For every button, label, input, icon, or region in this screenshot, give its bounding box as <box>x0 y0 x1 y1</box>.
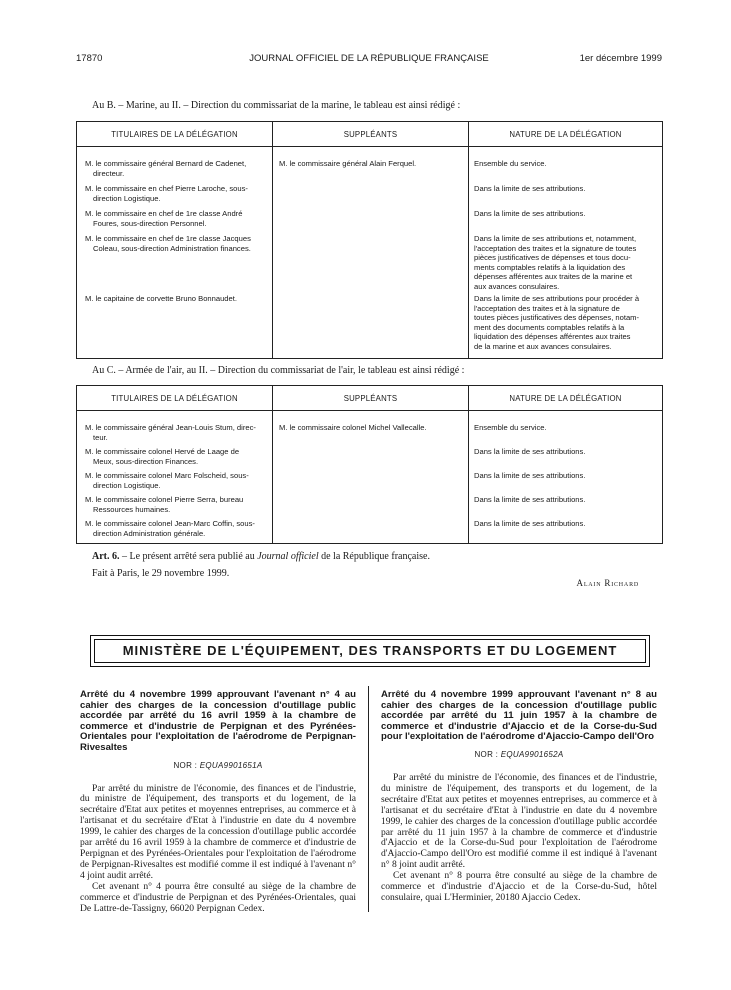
nature-entry: Dans la limite de ses attributions et, notamment, l'acceptation des traites et la signature de toutes pièces justificatives de dépenses et tous docu- ments comptables relatifs à la liquidation des dépenses afférentes aux traites de la marine et aux avances consulaires. <box>474 234 637 291</box>
col-header-suppleants: SUPPLÉANTS <box>273 122 469 147</box>
nature-entry: Ensemble du service. <box>474 159 547 168</box>
titulaire-entry: M. le commissaire colonel Jean-Marc Coffin, sous- direction Administration générale. <box>85 519 255 538</box>
right-para-2: Cet avenant n° 8 pourra être consulté au siège de la chambre de commerce et d'industrie d'Ajaccio et de la Corse-du-Sud, hôtel consulaire, quai L'Herminier, 20180 Ajaccio Cedex. <box>381 870 657 903</box>
signature: Alain Richard <box>576 578 639 588</box>
left-nor: NOR : EQUA9901651A <box>173 760 263 770</box>
suppleant-entry: M. le commissaire colonel Michel Vallecalle. <box>279 423 427 432</box>
done-at: Fait à Paris, le 29 novembre 1999. <box>92 568 230 579</box>
left-para-2: Cet avenant n° 4 pourra être consulté au siège de la chambre de commerce et d'industrie de Perpignan et des Pyrénées-Orientales, quai De Lattre-de-Tassigny, 66020 Perpignan Cedex. <box>80 880 356 914</box>
col-header-titulaires: TITULAIRES DE LA DÉLÉGATION <box>77 386 273 411</box>
article-label: Art. 6. <box>92 551 120 562</box>
col-header-suppleants: SUPPLÉANTS <box>273 386 469 411</box>
titulaire-entry: M. le commissaire colonel Hervé de Laage de Meux, sous-direction Finances. <box>85 447 240 466</box>
left-article <box>80 690 356 914</box>
section-c-intro: Au C. – Armée de l'air, au II. – Direction du commissariat de l'air, le tableau est ainsi rédigé : <box>92 365 465 376</box>
page-number: 17870 <box>76 53 103 64</box>
journal-title: JOURNAL OFFICIEL DE LA RÉPUBLIQUE FRANÇAISE <box>249 53 489 64</box>
left-para-1: Par arrêté du ministre de l'économie, des finances et de l'industrie, du ministre de l'équipement, des transports et du logement, de la secrétaire d'Etat aux petites et moyennes entreprises, au commerce et à l'artisanat et du secrétaire d'Etat à l'industrie en date du 4 novembre 1999, le cahier des charges de la concession d'outillage public accordée par arrêté du 16 avril 1959 à la chambre de commerce et d'industrie de Perpignan et des Pyrénées-Orientales pour l'exploitation de l'aérodrome de Perpignan-Rivesaltes est modifié comme il est indiqué à l'avenant n° 4 joint audit arrêté. <box>80 782 356 881</box>
table-marine <box>76 121 663 359</box>
section-b-intro: Au B. – Marine, au II. – Direction du commissariat de la marine, le tableau est ainsi rédigé : <box>92 100 461 111</box>
issue-date: 1er décembre 1999 <box>579 53 662 64</box>
table-air <box>76 385 663 544</box>
ministry-title: MINISTÈRE DE L'ÉQUIPEMENT, DES TRANSPORTS ET DU LOGEMENT <box>94 639 646 663</box>
titulaire-entry: M. le commissaire colonel Pierre Serra, bureau Ressources humaines. <box>85 495 244 514</box>
nature-entry: Ensemble du service. <box>474 423 547 432</box>
titulaire-entry: M. le commissaire en chef de 1re classe Jacques Coleau, sous-direction Administration finances. <box>85 234 251 253</box>
titulaire-entry: M. le capitaine de corvette Bruno Bonnaudet. <box>85 294 237 303</box>
nature-cell <box>469 147 663 359</box>
article-text-before: – Le présent arrêté sera publié au <box>119 551 258 562</box>
right-nor: NOR : EQUA9901652A <box>474 749 564 759</box>
titulaire-entry: M. le commissaire général Jean-Louis Stum, direc- teur. <box>85 423 256 442</box>
article-6 <box>92 551 430 562</box>
right-para-1: Par arrêté du ministre de l'économie, des finances et de l'industrie, du ministre de l'équipement, des transports et du logement, de la secrétaire d'Etat aux petites et moyennes entreprises, au commerce et à l'artisanat et du secrétaire d'Etat à l'industrie en date du 4 novembre 1999, le cahier des charges de la concession d'outillage public accordée par arrêté du 11 juin 1957 à la chambre de commerce et d'industrie d'Ajaccio et de la Corse-du-Sud pour l'exploitation de l'aérodrome d'Ajaccio-Campo dell'Oro est modifié comme il est indiqué à l'avenant n° 8 joint audit arrêté. <box>381 771 657 871</box>
right-article <box>381 690 657 904</box>
titulaire-entry: M. le commissaire général Bernard de Cadenet, directeur. <box>85 159 247 178</box>
nature-cell <box>469 411 663 544</box>
nature-entry: Dans la limite de ses attributions. <box>474 209 586 218</box>
col-header-nature: NATURE DE LA DÉLÉGATION <box>469 386 663 411</box>
article-text-after: de la République française. <box>318 551 430 562</box>
col-header-nature: NATURE DE LA DÉLÉGATION <box>469 122 663 147</box>
column-divider <box>368 686 369 912</box>
journal-name: Journal officiel <box>257 551 319 562</box>
titulaire-entry: M. le commissaire colonel Marc Folscheid, sous- direction Logistique. <box>85 471 249 490</box>
nature-entry: Dans la limite de ses attributions. <box>474 447 586 456</box>
nature-entry: Dans la limite de ses attributions pour procéder à l'acceptation des traites et à la signature de toutes pièces justificatives des dépenses, notam- ment des documents comptables relatifs à la liquidation des dépenses afférentes aux traites de la marine et aux avances consulaires. <box>474 294 640 351</box>
left-article-title: Arrêté du 4 novembre 1999 approuvant l'avenant n° 4 au cahier des charges de la concession d'outillage public accordée par arrêté du 16 avril 1959 à la chambre de commerce et d'industrie de Perpignan et des Pyrénées-Orientales pour l'exploitation de l'aérodrome de Perpignan-Rivesaltes <box>80 689 356 753</box>
nature-entry: Dans la limite de ses attributions. <box>474 495 586 504</box>
titulaire-entry: M. le commissaire en chef Pierre Laroche, sous- direction Logistique. <box>85 184 248 203</box>
right-article-title: Arrêté du 4 novembre 1999 approuvant l'avenant n° 8 au cahier des charges de la concession d'outillage public accordée par arrêté du 11 juin 1957 à la chambre de commerce et d'industrie d'Ajaccio et de la Corse-du-Sud pour l'exploitation de l'aérodrome d'Ajaccio-Campo dell'Oro <box>381 689 657 743</box>
titulaires-cell <box>77 411 273 544</box>
suppleants-cell <box>273 147 469 359</box>
right-nor-code: EQUA9901652A <box>500 749 564 759</box>
nature-entry: Dans la limite de ses attributions. <box>474 519 586 528</box>
nature-entry: Dans la limite de ses attributions. <box>474 471 586 480</box>
col-header-titulaires: TITULAIRES DE LA DÉLÉGATION <box>77 122 273 147</box>
suppleants-cell <box>273 411 469 544</box>
nature-entry: Dans la limite de ses attributions. <box>474 184 586 193</box>
suppleant-entry: M. le commissaire général Alain Ferquel. <box>279 159 417 168</box>
left-nor-code: EQUA9901651A <box>199 760 263 770</box>
titulaires-cell <box>77 147 273 359</box>
titulaire-entry: M. le commissaire en chef de 1re classe André Foures, sous-direction Personnel. <box>85 209 243 228</box>
ministry-banner <box>90 635 650 667</box>
